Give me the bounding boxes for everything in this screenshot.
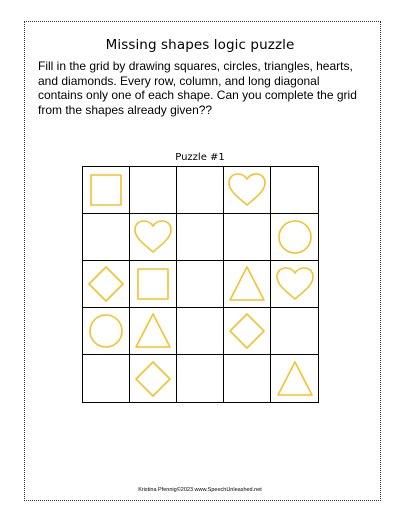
square-icon bbox=[133, 264, 173, 304]
instructions-line: and diamonds. Every row, column, and long diagonal bbox=[38, 73, 320, 88]
grid-cell[interactable] bbox=[130, 261, 177, 308]
puzzle-label: Puzzle #1 bbox=[175, 152, 225, 163]
circle-icon bbox=[275, 217, 315, 257]
grid-cell[interactable] bbox=[271, 355, 318, 402]
circle-icon bbox=[86, 311, 126, 351]
grid-cell[interactable] bbox=[271, 167, 318, 214]
heart-icon bbox=[275, 264, 315, 304]
grid-cell[interactable] bbox=[83, 167, 130, 214]
instructions-line: contains only one of each shape. Can you complete the grid bbox=[38, 88, 357, 103]
grid-cell[interactable] bbox=[224, 355, 271, 402]
diamond-icon bbox=[86, 264, 126, 304]
triangle-icon bbox=[227, 264, 267, 304]
grid-cell[interactable] bbox=[224, 167, 271, 214]
grid-cell[interactable] bbox=[271, 214, 318, 261]
grid-cell[interactable] bbox=[83, 214, 130, 261]
puzzle-grid bbox=[82, 166, 319, 403]
grid-cell[interactable] bbox=[177, 261, 224, 308]
copyright-footer: Kristina Pfennig©2023 www.SpeechUnleashed.net bbox=[138, 487, 262, 493]
heart-icon bbox=[227, 170, 267, 210]
grid-cell[interactable] bbox=[177, 167, 224, 214]
grid-cell[interactable] bbox=[130, 355, 177, 402]
grid-cell[interactable] bbox=[83, 261, 130, 308]
grid-cell[interactable] bbox=[177, 308, 224, 355]
diamond-icon bbox=[227, 311, 267, 351]
grid-cell[interactable] bbox=[83, 308, 130, 355]
triangle-icon bbox=[275, 359, 315, 399]
heart-icon bbox=[133, 217, 173, 257]
grid-cell[interactable] bbox=[130, 214, 177, 261]
grid-cell[interactable] bbox=[83, 355, 130, 402]
grid-cell[interactable] bbox=[177, 214, 224, 261]
grid-cell[interactable] bbox=[271, 261, 318, 308]
diamond-icon bbox=[133, 359, 173, 399]
grid-cell[interactable] bbox=[224, 261, 271, 308]
grid-cell[interactable] bbox=[271, 308, 318, 355]
grid-cell[interactable] bbox=[224, 308, 271, 355]
grid-cell[interactable] bbox=[130, 167, 177, 214]
instructions-paragraph bbox=[38, 59, 368, 117]
page-title: Missing shapes logic puzzle bbox=[105, 37, 295, 53]
instructions-line: from the shapes already given?? bbox=[38, 102, 213, 117]
triangle-icon bbox=[133, 311, 173, 351]
grid-cell[interactable] bbox=[130, 308, 177, 355]
square-icon bbox=[86, 170, 126, 210]
grid-cell[interactable] bbox=[224, 214, 271, 261]
instructions-line: Fill in the grid by drawing squares, circles, triangles, hearts, bbox=[38, 59, 353, 73]
grid-cell[interactable] bbox=[177, 355, 224, 402]
